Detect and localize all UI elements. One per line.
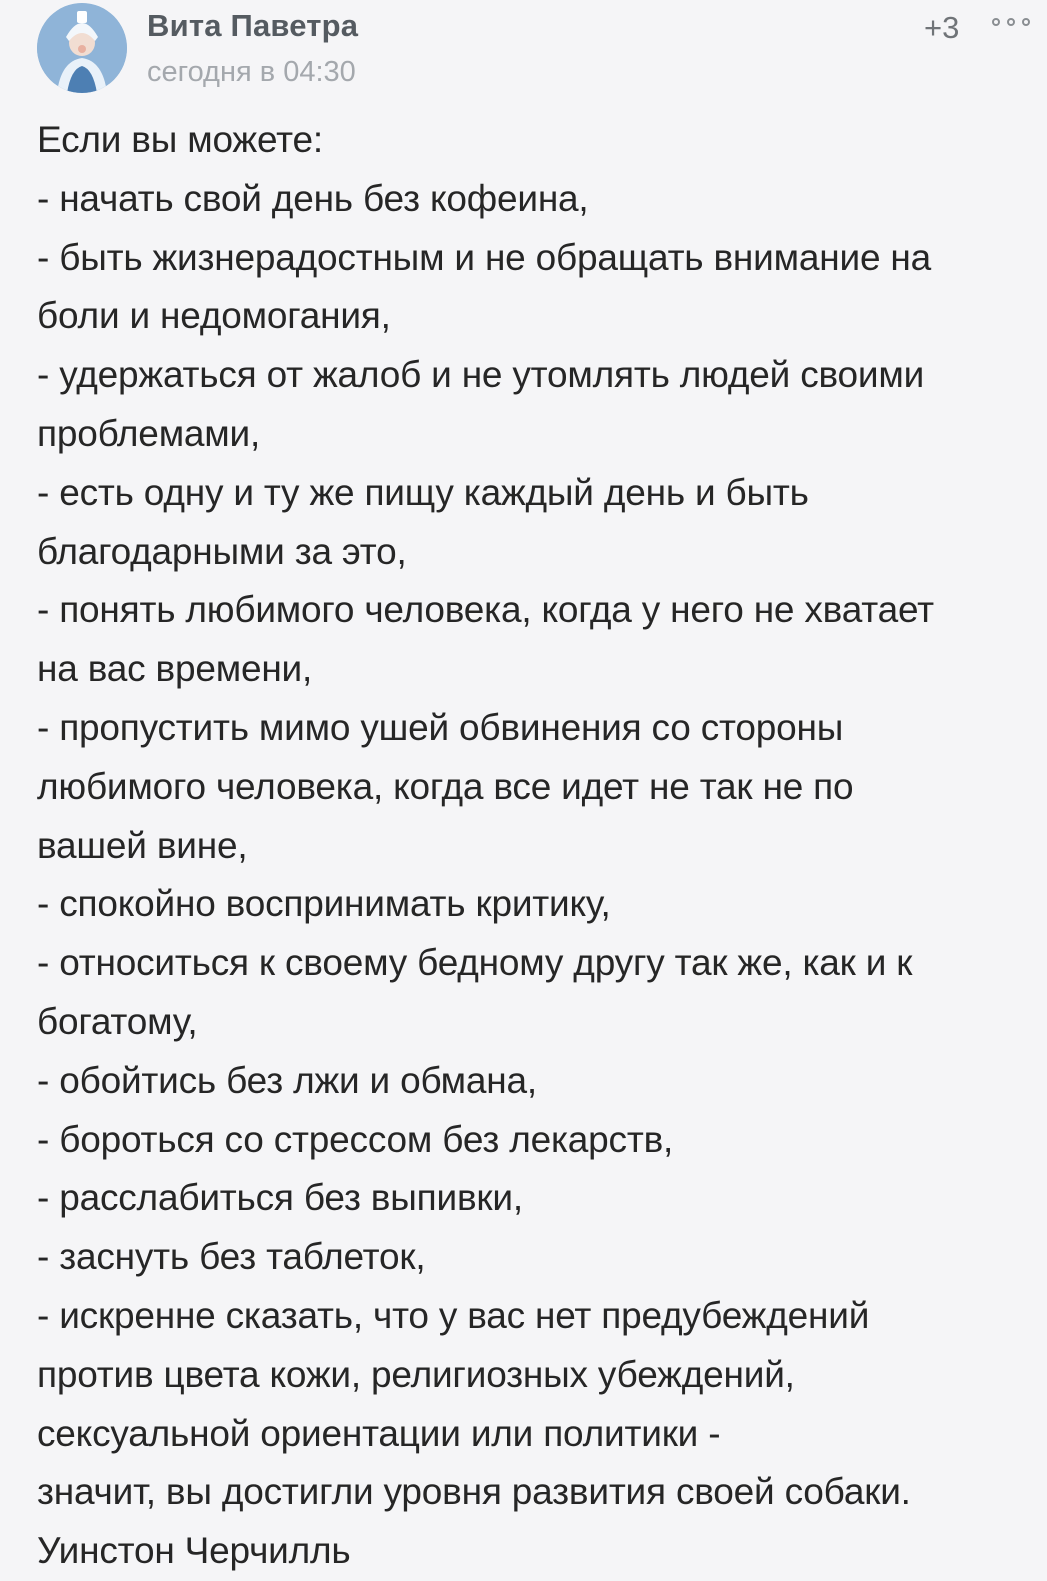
post-line: богатому, [37, 1000, 198, 1042]
post-line: - пропустить мимо ушей обвинения со стороны [37, 706, 844, 748]
post-text [37, 111, 1037, 1581]
avatar-image [37, 3, 127, 93]
more-dots-icon[interactable] [990, 15, 1036, 31]
post-line: - начать свой день без кофеина, [37, 177, 589, 219]
post-line: вашей вине, [37, 824, 248, 866]
post-time: сегодня в 04:30 [147, 56, 356, 88]
post-line: - относиться к своему бедному другу так же, как и к [37, 942, 913, 984]
post-line: боли и недомогания, [37, 295, 391, 337]
post-line: любимого человека, когда все идет не так не по [37, 765, 854, 807]
post-line: значит, вы достигли уровня развития своей собаки. [37, 1471, 911, 1513]
post-line: - есть одну и ту же пищу каждый день и быть [37, 471, 809, 513]
post-line: на вас времени, [37, 648, 313, 690]
post-line: - обойтись без лжи и обмана, [37, 1059, 537, 1101]
post-line: благодарными за это, [37, 530, 407, 572]
dot [1022, 18, 1030, 26]
dot [1007, 18, 1015, 26]
post-line: проблемами, [37, 412, 261, 454]
post-line: - заснуть без таблеток, [37, 1236, 426, 1278]
post-line: сексуальной ориентации или политики - [37, 1412, 721, 1454]
post-line: против цвета кожи, религиозных убеждений, [37, 1353, 795, 1395]
post-line: - удержаться от жалоб и не утомлять людей своими [37, 354, 925, 396]
post-line: - спокойно воспринимать критику, [37, 883, 611, 925]
post-line: Если вы можете: [37, 119, 323, 160]
author-name[interactable]: Вита Паветра [147, 8, 359, 43]
rating-count: +3 [924, 10, 960, 45]
post-line: - расслабиться без выпивки, [37, 1177, 523, 1219]
post-line: - быть жизнерадостным и не обращать внимание на [37, 236, 932, 278]
avatar[interactable] [37, 3, 127, 93]
post-line: - понять любимого человека, когда у него не хватает [37, 589, 934, 631]
dot [992, 18, 1000, 26]
post-line: - искренне сказать, что у вас нет предубеждений [37, 1294, 870, 1336]
post-line: - бороться со стрессом без лекарств, [37, 1118, 674, 1160]
post-line: Уинстон Черчилль [37, 1530, 351, 1572]
